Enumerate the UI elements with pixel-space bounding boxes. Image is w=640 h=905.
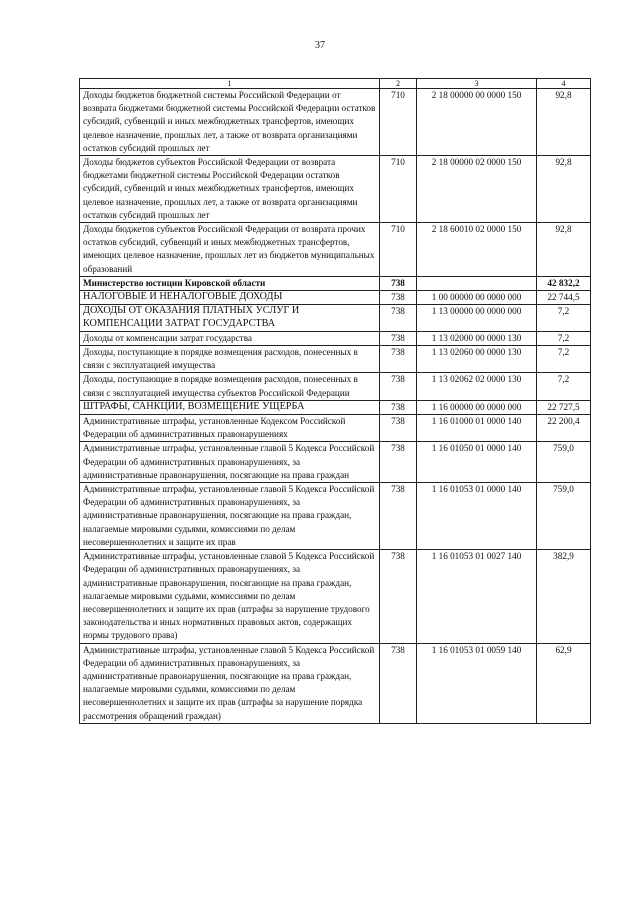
row-name-cell: ДОХОДЫ ОТ ОКАЗАНИЯ ПЛАТНЫХ УСЛУГ И КОМПЕНСАЦИИ ЗАТРАТ ГОСУДАРСТВА bbox=[80, 305, 380, 332]
row-admin-code-cell: 710 bbox=[380, 89, 417, 156]
row-name-cell: Доходы, поступающие в порядке возмещения расходов, понесенных в связи с эксплуатацией имущества субъектов Российской Федерации bbox=[80, 373, 380, 400]
header-col-1: 1 bbox=[80, 79, 380, 89]
table-row bbox=[80, 400, 591, 414]
row-admin-code-cell: 738 bbox=[380, 643, 417, 723]
row-admin-code-cell: 738 bbox=[380, 442, 417, 483]
row-budget-code-cell: 1 00 00000 00 0000 000 bbox=[417, 291, 537, 305]
row-amount-cell: 42 832,2 bbox=[537, 276, 591, 290]
table-row bbox=[80, 346, 591, 373]
header-col-2: 2 bbox=[380, 79, 417, 89]
row-name-cell: ШТРАФЫ, САНКЦИИ, ВОЗМЕЩЕНИЕ УЩЕРБА bbox=[80, 400, 380, 414]
row-admin-code-cell: 738 bbox=[380, 373, 417, 400]
row-admin-code-cell: 738 bbox=[380, 346, 417, 373]
row-admin-code-cell: 710 bbox=[380, 223, 417, 277]
row-amount-cell: 382,9 bbox=[537, 550, 591, 643]
row-admin-code-cell: 738 bbox=[380, 483, 417, 550]
revenue-table bbox=[79, 78, 591, 724]
row-budget-code-cell: 2 18 00000 02 0000 150 bbox=[417, 156, 537, 223]
header-col-4: 4 bbox=[537, 79, 591, 89]
table-row bbox=[80, 373, 591, 400]
row-name-cell: Административные штрафы, установленные главой 5 Кодекса Российской Федерации об административных правонарушениях, за административные правонарушения, посягающие на права граждан, налагаемые мировыми судьями, комиссиями по делам несовершеннолетних и защите их прав (штрафы за нарушение порядка рассмотрения обращений граждан) bbox=[80, 643, 380, 723]
page-number: 37 bbox=[315, 40, 325, 51]
table-header-row bbox=[80, 79, 591, 89]
row-budget-code-cell: 1 13 02062 02 0000 130 bbox=[417, 373, 537, 400]
row-amount-cell: 7,2 bbox=[537, 373, 591, 400]
row-budget-code-cell: 1 16 01053 01 0027 140 bbox=[417, 550, 537, 643]
row-name-cell: Доходы бюджетов бюджетной системы Российской Федерации от возврата бюджетами бюджетной системы Российской Федерации остатков субсидий, субвенций и иных межбюджетных трансфертов, имеющих целевое назначение, прошлых лет, а также от возврата организациями остатков субсидий прошлых лет bbox=[80, 89, 380, 156]
row-budget-code-cell: 1 16 01000 01 0000 140 bbox=[417, 415, 537, 442]
row-admin-code-cell: 738 bbox=[380, 291, 417, 305]
row-budget-code-cell: 1 16 01050 01 0000 140 bbox=[417, 442, 537, 483]
row-amount-cell: 22 744,5 bbox=[537, 291, 591, 305]
table-row bbox=[80, 643, 591, 723]
row-admin-code-cell: 738 bbox=[380, 550, 417, 643]
row-amount-cell: 7,2 bbox=[537, 346, 591, 373]
row-budget-code-cell: 2 18 00000 00 0000 150 bbox=[417, 89, 537, 156]
table-row bbox=[80, 550, 591, 643]
row-admin-code-cell: 710 bbox=[380, 156, 417, 223]
row-name-cell: Административные штрафы, установленные главой 5 Кодекса Российской Федерации об административных правонарушениях, за административные правонарушения, посягающие на права граждан, налагаемые мировыми судьями, комиссиями по делам несовершеннолетних и защите их прав (штрафы за нарушение трудового законодательства и иных нормативных правовых актов, содержащих нормы трудового права) bbox=[80, 550, 380, 643]
row-budget-code-cell: 2 18 60010 02 0000 150 bbox=[417, 223, 537, 277]
row-amount-cell: 92,8 bbox=[537, 156, 591, 223]
table-row bbox=[80, 331, 591, 345]
table-row bbox=[80, 156, 591, 223]
row-amount-cell: 62,9 bbox=[537, 643, 591, 723]
row-admin-code-cell: 738 bbox=[380, 305, 417, 332]
row-amount-cell: 92,8 bbox=[537, 223, 591, 277]
row-admin-code-cell: 738 bbox=[380, 400, 417, 414]
row-amount-cell: 759,0 bbox=[537, 442, 591, 483]
row-name-cell: Доходы бюджетов субъектов Российской Федерации от возврата бюджетами бюджетной системы Российской Федерации остатков субсидий, субвенций и иных межбюджетных трансфертов, имеющих целевое назначение, прошлых лет, а также от возврата организациями остатков субсидий прошлых лет bbox=[80, 156, 380, 223]
row-name-cell: НАЛОГОВЫЕ И НЕНАЛОГОВЫЕ ДОХОДЫ bbox=[80, 291, 380, 305]
row-admin-code-cell: 738 bbox=[380, 276, 417, 290]
row-budget-code-cell: 1 16 01053 01 0000 140 bbox=[417, 483, 537, 550]
row-budget-code-cell: 1 13 00000 00 0000 000 bbox=[417, 305, 537, 332]
row-name-cell: Доходы, поступающие в порядке возмещения расходов, понесенных в связи с эксплуатацией имущества bbox=[80, 346, 380, 373]
row-amount-cell: 22 727,5 bbox=[537, 400, 591, 414]
row-budget-code-cell: 1 13 02060 00 0000 130 bbox=[417, 346, 537, 373]
header-col-3: 3 bbox=[417, 79, 537, 89]
table-body bbox=[80, 89, 591, 724]
row-budget-code-cell: 1 13 02000 00 0000 130 bbox=[417, 331, 537, 345]
row-admin-code-cell: 738 bbox=[380, 415, 417, 442]
table-row bbox=[80, 276, 591, 290]
row-admin-code-cell: 738 bbox=[380, 331, 417, 345]
table-row bbox=[80, 291, 591, 305]
table-row bbox=[80, 415, 591, 442]
row-budget-code-cell bbox=[417, 276, 537, 290]
row-amount-cell: 92,8 bbox=[537, 89, 591, 156]
row-amount-cell: 7,2 bbox=[537, 305, 591, 332]
table-row bbox=[80, 89, 591, 156]
table-row bbox=[80, 442, 591, 483]
row-name-cell: Министерство юстиции Кировской области bbox=[80, 276, 380, 290]
table-row bbox=[80, 305, 591, 332]
row-name-cell: Административные штрафы, установленные главой 5 Кодекса Российской Федерации об административных правонарушениях, за административные правонарушения, посягающие на права граждан, налагаемые мировыми судьями, комиссиями по делам несовершеннолетних и защите их прав bbox=[80, 483, 380, 550]
row-amount-cell: 22 200,4 bbox=[537, 415, 591, 442]
row-name-cell: Административные штрафы, установленные Кодексом Российской Федерации об административных правонарушениях bbox=[80, 415, 380, 442]
row-name-cell: Административные штрафы, установленные главой 5 Кодекса Российской Федерации об административных правонарушениях, за административные правонарушения, посягающие на права граждан bbox=[80, 442, 380, 483]
row-budget-code-cell: 1 16 01053 01 0059 140 bbox=[417, 643, 537, 723]
table-row bbox=[80, 223, 591, 277]
row-name-cell: Доходы бюджетов субъектов Российской Федерации от возврата прочих остатков субсидий, субвенций и иных межбюджетных трансфертов, имеющих целевое назначение, прошлых лет из бюджетов муниципальных образований bbox=[80, 223, 380, 277]
row-amount-cell: 7,2 bbox=[537, 331, 591, 345]
row-name-cell: Доходы от компенсации затрат государства bbox=[80, 331, 380, 345]
table-row bbox=[80, 483, 591, 550]
row-budget-code-cell: 1 16 00000 00 0000 000 bbox=[417, 400, 537, 414]
row-amount-cell: 759,0 bbox=[537, 483, 591, 550]
